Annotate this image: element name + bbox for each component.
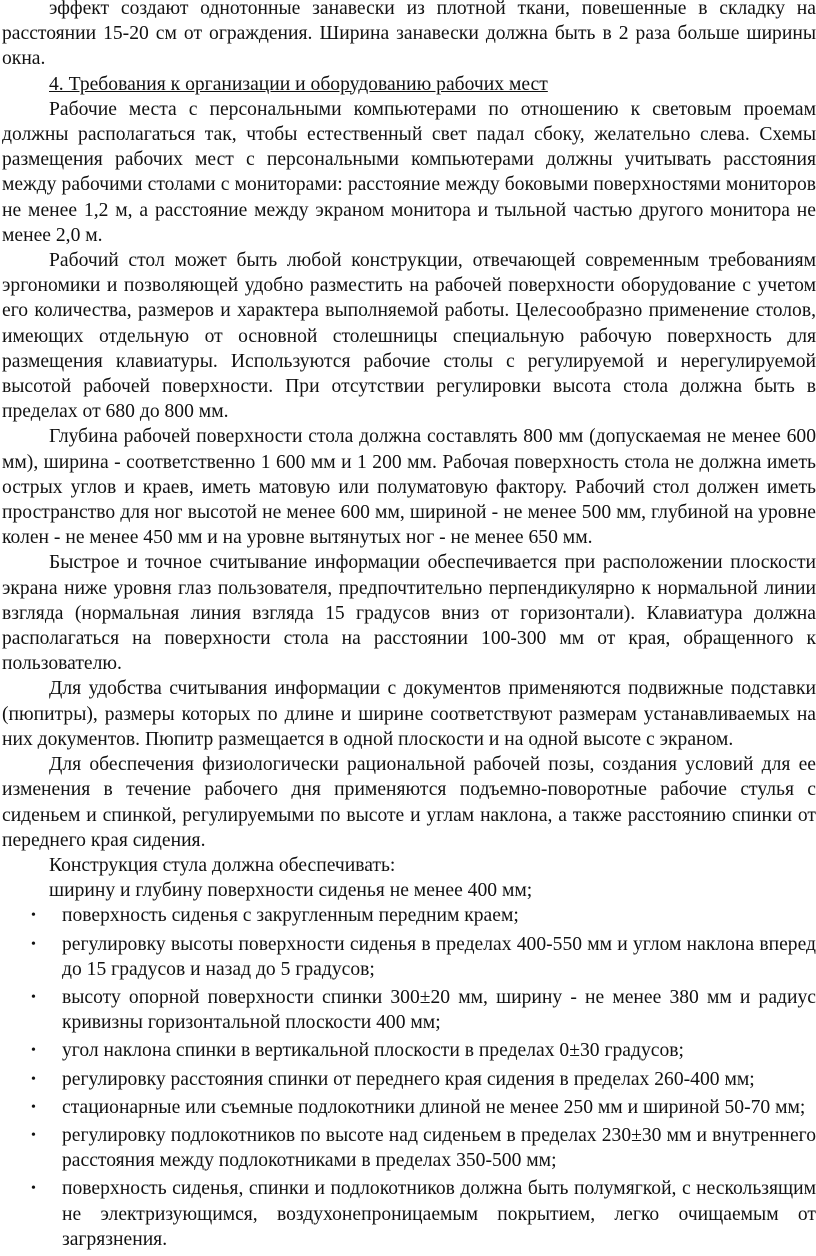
list-item-text: стационарные или съемные подлокотники длиной не менее 250 мм и шириной 50-70 мм; <box>62 1096 806 1118</box>
paragraph-document-stands: Для удобства считывания информации с документов применяются подвижные подставки (пюпитры), размеры которых по длине и ширине соответствуют размерам устанавливаемых на них документов. Пюпитр размещается в одной плоскости и на одной высоте с экраном. <box>2 678 816 750</box>
list-item <box>2 903 816 928</box>
list-item <box>2 1123 816 1173</box>
paragraph-screen-position: Быстрое и точное считывание информации обеспечивается при расположении плоскости экрана ниже уровня глаз пользователя, предпочтительно перпендикулярно к нормальной линии взгляда (нормальная линия взгляда 15 градусов вниз от горизонтали). Клавиатура должна располагаться на поверхности стола на расстоянии 100-300 мм от края, обращенного к пользователю. <box>2 552 816 675</box>
list-item-text: поверхность сиденья с закругленным передним краем; <box>62 905 519 927</box>
list-item-text: поверхность сиденья, спинки и подлокотников должна быть полумягкой, с нескользящим не электризующимся, воздухонепроницаемым покрытием, легко очищаемым от загрязнения. <box>62 1178 816 1250</box>
list-item-text: регулировку высоты поверхности сиденья в пределах 400-550 мм и углом наклона вперед до 15 градусов и назад до 5 градусов; <box>62 933 816 980</box>
list-item <box>2 985 816 1035</box>
bullet-icon: • <box>31 1043 36 1059</box>
list-item <box>2 1176 816 1252</box>
list-item <box>2 1038 816 1063</box>
bullet-icon: • <box>31 1127 36 1143</box>
chair-requirements-list <box>2 903 816 1252</box>
list-item-text: регулировку подлокотников по высоте над сиденьем в пределах 230±30 мм и внутреннего расстояния между подлокотниками в пределах 350-500 мм; <box>62 1124 816 1172</box>
list-item <box>2 932 816 982</box>
bullet-icon: • <box>31 1071 36 1087</box>
bullet-icon: • <box>31 908 36 924</box>
paragraph-seat-width: ширину и глубину поверхности сиденья не менее 400 мм; <box>49 880 533 902</box>
paragraph-chairs: Для обеспечения физиологически рациональной рабочей позы, создания условий для ее изменения в течение рабочего дня применяются подъемно-поворотные рабочие стулья с сиденьем и спинкой, регулируемыми по высоте и углам наклона, а также расстоянию спинки от переднего края сидения. <box>2 754 816 851</box>
bullet-icon: • <box>31 989 36 1005</box>
list-item-text: угол наклона спинки в вертикальной плоскости в пределах 0±30 градусов; <box>62 1040 684 1062</box>
paragraph-curtains: эффект создают однотонные занавески из плотной ткани, повешенные в складку на расстоянии 15-20 см от ограждения. Ширина занавески должна быть в 2 раза больше ширины окна. <box>2 0 816 70</box>
list-item-text: регулировку расстояния спинки от переднего края сидения в пределах 260-400 мм; <box>62 1068 755 1090</box>
list-item-text: высоту опорной поверхности спинки 300±20 мм, ширину - не менее 380 мм и радиус кривизны горизонтальной плоскости 400 мм; <box>62 986 816 1034</box>
section-heading: 4. Требования к организации и оборудованию рабочих мест <box>49 73 548 95</box>
paragraph-desk-dimensions: Глубина рабочей поверхности стола должна составлять 800 мм (допускаемая не менее 600 мм), ширина - соответственно 1 600 мм и 1 200 мм. Рабочая поверхность стола не должна иметь острых углов и краев, иметь матовую или полуматовую фактору. Рабочий стол должен иметь пространство для ног высотой не менее 600 мм, шириной - не менее 500 мм, глубиной на уровне колен - не менее 450 мм и на уровне вытянутых ног - не менее 650 мм. <box>2 426 816 549</box>
list-item <box>2 1095 816 1120</box>
bullet-icon: • <box>31 936 36 952</box>
paragraph-chair-requirements-intro: Конструкция стула должна обеспечивать: <box>49 854 396 876</box>
bullet-icon: • <box>31 1099 36 1115</box>
bullet-icon: • <box>31 1181 36 1197</box>
paragraph-desk-design: Рабочий стол может быть любой конструкции, отвечающей современным требованиям эргономики и позволяющей удобно разместить на рабочей поверхности оборудование с учетом его количества, размеров и характера выполняемой работы. Целесообразно применение столов, имеющих отдельную от основной столешницы специальную рабочую поверхность для размещения клавиатуры. Используются рабочие столы с регулируемой и нерегулируемой высотой рабочей поверхности. При отсутствии регулировки высота стола должна быть в пределах от 680 до 800 мм. <box>2 250 816 423</box>
paragraph-workplace-placement: Рабочие места с персональными компьютерами по отношению к световым проемам должны располагаться так, чтобы естественный свет падал сбоку, желательно слева. Схемы размещения рабочих мест с персональными компьютерами должны учитывать расстояния между рабочими столами с мониторами: расстояние между боковыми поверхностями мониторов не менее 1,2 м, а расстояние между экраном монитора и тыльной частью другого монитора не менее 2,0 м. <box>2 98 816 246</box>
list-item <box>2 1067 816 1092</box>
